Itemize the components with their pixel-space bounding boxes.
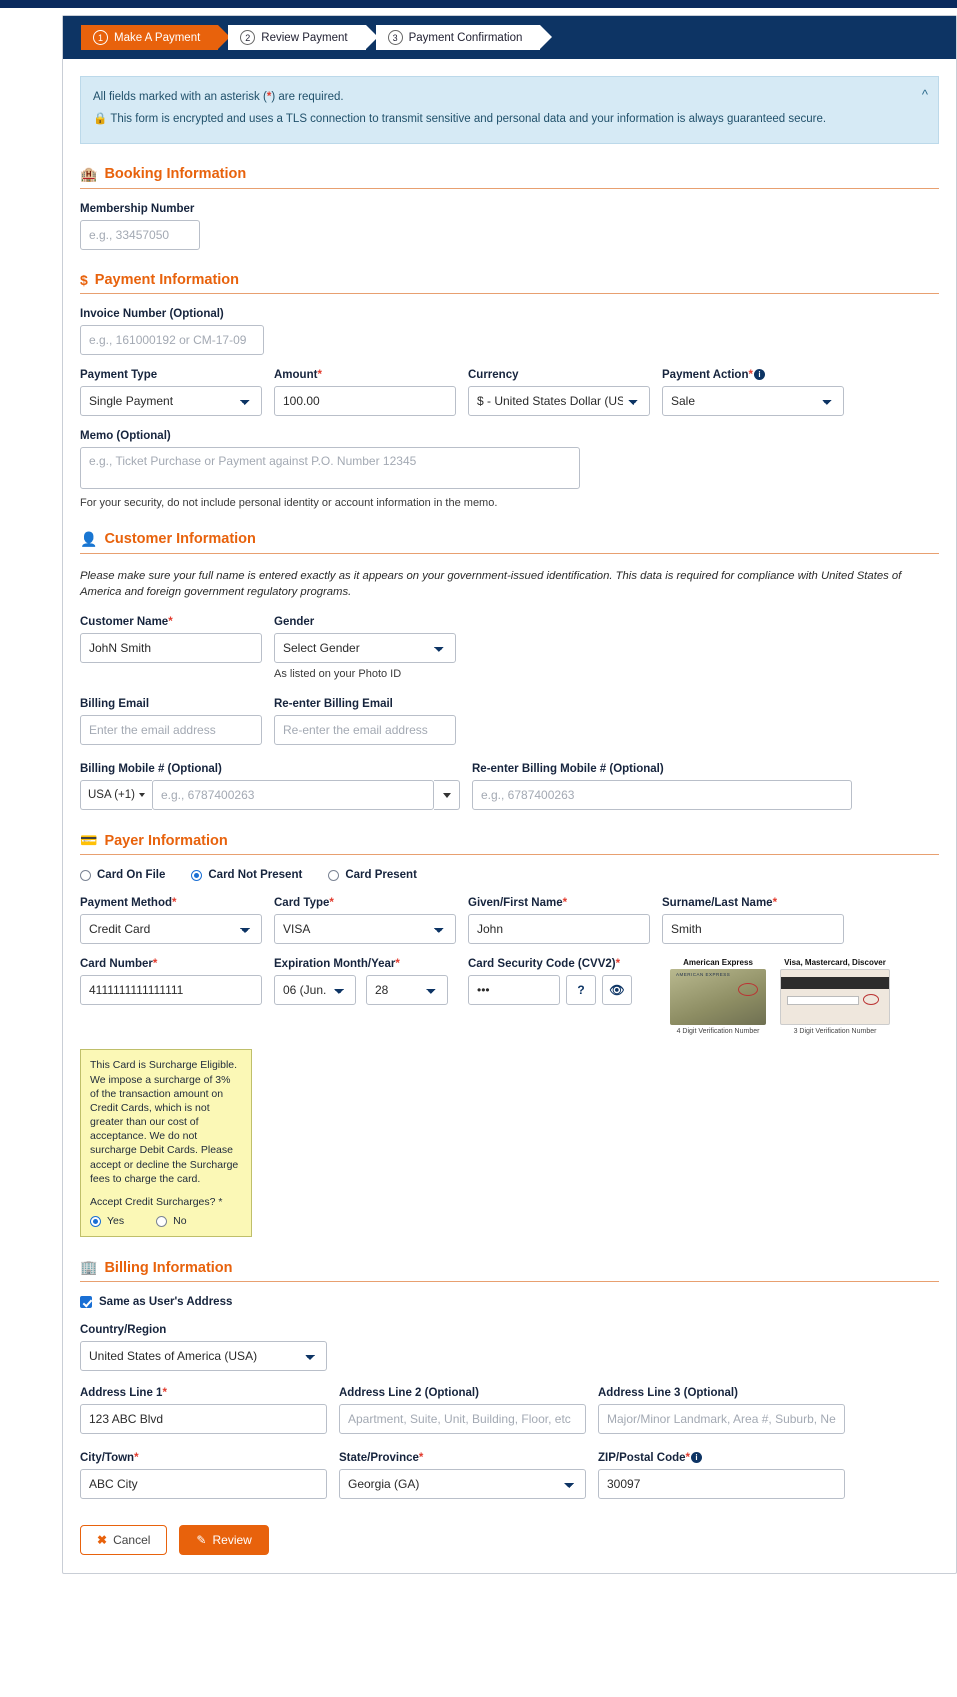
card-number-input[interactable] [80, 975, 262, 1005]
memo-helper-text: For your security, do not include personal identity or account information in the memo. [80, 496, 498, 509]
asterisk: * [172, 897, 177, 910]
reenter-billing-mobile-input[interactable] [472, 780, 852, 810]
billing-email-label: Billing Email [80, 698, 150, 711]
cancel-button[interactable] [80, 1525, 167, 1555]
zip-postal-code-input[interactable] [598, 1469, 845, 1499]
country-code-selector[interactable] [80, 780, 152, 810]
visa-cvv-example [780, 958, 890, 1035]
security-note [93, 109, 926, 131]
billing-mobile-label: Billing Mobile # (Optional) [80, 763, 222, 776]
gender-select[interactable] [274, 633, 456, 663]
step-number: 2 [240, 30, 255, 45]
radio-card-on-file[interactable] [80, 869, 165, 881]
surcharge-radio-group[interactable] [90, 1214, 242, 1228]
given-name-label [468, 897, 650, 909]
customer-disclaimer: Please make sure your full name is entered exactly as it appears on your government-issued identification. This data is required for compliance with United States of America and foreign government regulatory programs. [80, 569, 902, 599]
card-number-label [80, 958, 262, 970]
form-actions [80, 1525, 939, 1555]
radio-circle-selected [191, 870, 202, 881]
building-icon: 🏢 [80, 1259, 98, 1276]
surcharge-yes-option[interactable] [90, 1214, 124, 1228]
step-number: 3 [388, 30, 403, 45]
surcharge-yes-label: Yes [107, 1215, 125, 1228]
cvv-label-text: Card Security Code (CVV2) [468, 958, 616, 971]
section-title: Billing Information [104, 1259, 233, 1276]
city-town-label-text: City/Town [80, 1452, 135, 1465]
address-line-3-input[interactable] [598, 1404, 845, 1434]
membership-number-input[interactable] [80, 220, 200, 250]
required-note-pre: All fields marked with an asterisk ( [93, 91, 267, 103]
expiration-month-select[interactable] [274, 975, 356, 1005]
payment-form-card [62, 15, 957, 1574]
surcharge-no-option[interactable] [156, 1214, 186, 1228]
memo-label: Memo (Optional) [80, 429, 171, 442]
payment-action-label [662, 369, 844, 381]
info-icon[interactable]: i [691, 1452, 702, 1463]
gender-label: Gender [274, 616, 315, 629]
close-icon: ✖ [97, 1533, 108, 1548]
expiration-year-select[interactable] [366, 975, 448, 1005]
city-town-input[interactable] [80, 1469, 327, 1499]
visa-caption-bottom: 3 Digit Verification Number [793, 1028, 877, 1036]
zip-postal-code-label [598, 1452, 845, 1464]
state-province-select[interactable] [339, 1469, 586, 1499]
address-line-1-label [80, 1387, 327, 1399]
zip-postal-code-label-text: ZIP/Postal Code [598, 1452, 686, 1465]
radio-label: Card Not Present [208, 869, 303, 882]
surname-label-text: Surname/Last Name [662, 897, 773, 910]
asterisk: * [134, 1452, 139, 1465]
asterisk: * [329, 897, 334, 910]
payment-type-select[interactable] [80, 386, 262, 416]
section-title: Booking Information [104, 166, 247, 183]
asterisk: * [162, 1387, 167, 1400]
checkbox-checked-icon[interactable] [80, 1296, 92, 1308]
progress-stepper [63, 16, 956, 59]
visa-caption: Visa, Mastercard, Discover [784, 958, 886, 968]
visa-card-image [780, 969, 890, 1025]
payment-method-label [80, 897, 262, 909]
step-make-a-payment[interactable] [81, 25, 218, 50]
invoice-number-input[interactable] [80, 325, 264, 355]
review-button-label: Review [212, 1533, 252, 1548]
section-title: Payer Information [104, 832, 228, 849]
surcharge-notice [80, 1049, 252, 1237]
amount-input[interactable] [274, 386, 456, 416]
step-review-payment[interactable] [228, 25, 365, 50]
radio-circle [156, 1216, 167, 1227]
gender-helper-text: As listed on your Photo ID [274, 668, 402, 681]
lock-icon: 🔒 [93, 112, 108, 125]
country-region-select[interactable] [80, 1341, 327, 1371]
customer-name-input[interactable] [80, 633, 262, 663]
cvv-reference-images [670, 958, 890, 1035]
radio-label: Card On File [97, 869, 166, 882]
step-label: Payment Confirmation [408, 31, 523, 44]
surname-input[interactable] [662, 914, 844, 944]
payment-type-label: Payment Type [80, 368, 158, 381]
card-type-label-text: Card Type [274, 897, 330, 910]
radio-label: Card Present [345, 869, 417, 882]
amex-caption: American Express [683, 958, 753, 968]
section-billing-information [80, 1259, 939, 1282]
asterisk: * [562, 897, 568, 910]
asterisk: * [395, 958, 400, 971]
radio-circle [328, 870, 339, 881]
address-line-1-label-text: Address Line 1 [80, 1387, 163, 1400]
radio-card-present[interactable] [328, 869, 417, 881]
review-button[interactable] [179, 1525, 268, 1555]
billing-mobile-group[interactable] [80, 780, 460, 810]
section-booking-information [80, 166, 939, 189]
asterisk: * [748, 368, 753, 381]
billing-email-input[interactable] [80, 715, 262, 745]
payment-action-label-text: Payment Action [662, 368, 749, 381]
given-name-label-text: Given/First Name [468, 897, 563, 910]
asterisk: * [772, 897, 778, 910]
given-name-input[interactable] [468, 914, 650, 944]
reenter-billing-email-label: Re-enter Billing Email [274, 698, 393, 711]
asterisk: * [418, 1452, 424, 1465]
card-type-select[interactable] [274, 914, 456, 944]
chevron-up-icon[interactable]: ^ [921, 87, 928, 102]
address-line-1-input[interactable] [80, 1404, 327, 1434]
step-number: 1 [93, 30, 108, 45]
country-region-label: Country/Region [80, 1324, 167, 1337]
caret-down-icon [443, 793, 451, 798]
credit-card-icon: 💳 [80, 832, 98, 849]
eye-icon[interactable]: 👁 [602, 975, 632, 1005]
step-label: Review Payment [261, 31, 348, 44]
amex-cvv-example [670, 958, 766, 1035]
country-code-label: USA (+1) [88, 789, 135, 802]
radio-circle [80, 870, 91, 881]
asterisk: * [168, 616, 173, 629]
address-line-2-input[interactable] [339, 1404, 586, 1434]
asterisk: * [152, 958, 158, 971]
user-icon: 👤 [80, 530, 98, 547]
address-line-2-label: Address Line 2 (Optional) [339, 1387, 479, 1400]
section-title: Customer Information [104, 531, 256, 548]
billing-mobile-input[interactable] [152, 780, 434, 810]
payment-action-select[interactable] [662, 386, 844, 416]
dollar-icon: $ [80, 271, 88, 288]
currency-select[interactable] [468, 386, 650, 416]
amount-label [274, 369, 456, 381]
section-payment-information [80, 272, 939, 294]
customer-name-label [80, 616, 262, 628]
state-province-label-text: State/Province [339, 1452, 419, 1465]
amex-card-image [670, 969, 766, 1025]
currency-label: Currency [468, 368, 519, 381]
state-province-label [339, 1452, 586, 1464]
expiration-label [274, 958, 456, 970]
step-label: Make A Payment [114, 31, 201, 44]
reenter-billing-mobile-label: Re-enter Billing Mobile # (Optional) [472, 763, 664, 776]
top-bar [0, 0, 957, 8]
cancel-button-label: Cancel [113, 1533, 151, 1548]
surcharge-question: Accept Credit Surcharges? * [90, 1195, 223, 1208]
required-note-post: ) are required. [271, 91, 344, 103]
info-notice [80, 76, 939, 144]
same-as-user-address-label: Same as User's Address [99, 1296, 233, 1309]
question-mark-icon[interactable]: ? [566, 975, 596, 1005]
city-town-label [80, 1452, 327, 1464]
surcharge-text: This Card is Surcharge Eligible. We impose a surcharge of 3% of the transaction amount on Credit Cards, which is not greater than our cost of acceptance. We do not surcharge Debit Cards. Please accept or decline the Surcharge fees to charge the card. [90, 1059, 239, 1185]
payer-type-radio-group[interactable] [80, 869, 939, 881]
asterisk: * [317, 368, 322, 381]
payment-method-label-text: Payment Method [80, 897, 173, 910]
required-fields-note [93, 87, 926, 109]
radio-circle-selected [90, 1216, 101, 1227]
cvv-input[interactable] [468, 975, 560, 1005]
info-icon[interactable]: i [754, 369, 765, 380]
customer-name-label-text: Customer Name [80, 616, 169, 629]
amount-label-text: Amount [274, 368, 318, 381]
asterisk: * [266, 91, 272, 103]
section-title: Payment Information [94, 271, 240, 288]
step-payment-confirmation[interactable] [376, 25, 541, 50]
memo-textarea[interactable] [80, 447, 580, 489]
cvv-label [468, 958, 650, 970]
card-number-label-text: Card Number [80, 958, 153, 971]
radio-card-not-present[interactable] [191, 869, 302, 881]
pencil-icon: ✎ [196, 1533, 207, 1548]
asterisk: * [615, 958, 621, 971]
booking-icon: 🏨 [80, 165, 98, 182]
security-note-text: This form is encrypted and uses a TLS connection to transmit sensitive and personal data and your information is always guaranteed secure. [110, 112, 827, 125]
reenter-billing-email-input[interactable] [274, 715, 456, 745]
expiration-label-text: Expiration Month/Year [274, 958, 396, 971]
section-customer-information [80, 531, 939, 554]
section-payer-information [80, 832, 939, 855]
same-as-user-address-row[interactable] [80, 1296, 939, 1308]
surcharge-no-label: No [173, 1215, 187, 1228]
card-type-label [274, 897, 456, 909]
payment-method-select[interactable] [80, 914, 262, 944]
membership-number-label: Membership Number [80, 202, 195, 215]
amex-caption-bottom: 4 Digit Verification Number [676, 1028, 760, 1036]
billing-mobile-dropdown[interactable] [434, 780, 460, 810]
surname-label [662, 897, 844, 909]
caret-down-icon [139, 793, 145, 797]
asterisk: * [685, 1452, 691, 1465]
address-line-3-label: Address Line 3 (Optional) [598, 1387, 738, 1400]
invoice-number-label: Invoice Number (Optional) [80, 307, 224, 320]
